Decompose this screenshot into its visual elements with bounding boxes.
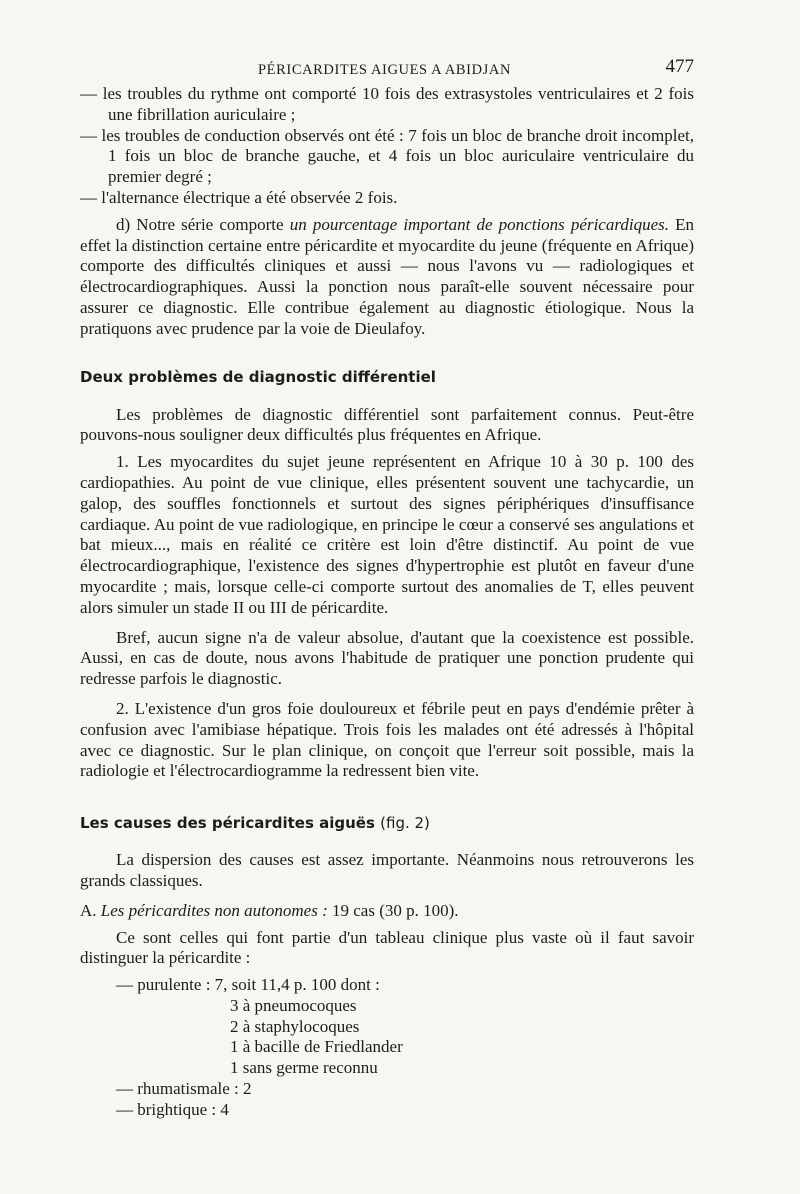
paragraph-myocardites: 1. Les myocardites du sujet jeune représentent en Afrique 10 à 30 p. 100 des cardiopathies. Au point de vue clinique, elles présentent souvent une tachycardie, un galop, des souffles fonctionnels et surtout des signes périphériques d'insuffisance cardiaque. Au point de vue radiologique, en principe le cœur a conservé ses angulations et bat mieux..., mais en réalité ce critère est loin d'être distinctif. Au point de vue électrocardiographique, l'existence des signes d'hypertrophie est plutôt en faveur d'une myocardite ; mais, lorsque celle-ci comporte surtout des anomalies de T, elles peuvent alors simuler un stade II ou III de péricardite. — [80, 452, 694, 617]
subheading-non-autonomes — [80, 901, 694, 922]
running-title: PÉRICARDITES AIGUES A ABIDJAN — [258, 62, 512, 78]
sub-item-staphylocoques: 2 à staphylocoques — [230, 1016, 360, 1036]
list-item-purulente: — purulente : 7, soit 11,4 p. 100 dont : — [116, 975, 380, 995]
paragraph-tableau: Ce sont celles qui font partie d'un tableau clinique plus vaste où il faut savoir distinguer la péricardite : — [80, 927, 694, 968]
section-heading-causes — [80, 813, 694, 833]
point-d-emphasis: un pourcentage important de ponctions péricardiques. — [289, 214, 669, 234]
purulente-sub-list — [80, 996, 694, 1079]
paragraph-point-d — [80, 215, 694, 340]
causes-heading-text: Les causes des péricardites aiguës — [80, 814, 375, 833]
subheading-letter: A. — [80, 900, 101, 920]
page-header — [80, 56, 694, 84]
subheading-italic: Les péricardites non autonomes : — [100, 900, 328, 920]
figure-reference: (fig. 2) — [380, 814, 430, 833]
subheading-count: 19 cas (30 p. 100). — [327, 900, 459, 920]
section-heading-diagnostic: Deux problèmes de diagnostic différentiel — [80, 367, 436, 386]
list-item-rhumatismale: — rhumatismale : 2 — [116, 1079, 252, 1099]
sub-item-sans-germe: 1 sans germe reconnu — [230, 1058, 378, 1078]
point-d-lead: d) Notre série comporte — [116, 214, 290, 234]
page-number: 477 — [665, 56, 694, 77]
page — [80, 56, 694, 1121]
list-item-brightique: — brightique : 4 — [116, 1099, 229, 1119]
list-item-rythme: — les troubles du rythme ont comporté 10 fois des extrasystoles ventriculaires et 2 fois une fibrillation auriculaire ; — [80, 84, 694, 124]
paragraph-diag-intro: Les problèmes de diagnostic différentiel sont parfaitement connus. Peut-être pouvons-nous souligner deux difficultés plus fréquentes en Afrique. — [80, 404, 694, 445]
paragraph-dispersion: La dispersion des causes est assez importante. Néanmoins nous retrouverons les grands classiques. — [80, 850, 694, 890]
causes-list-continued — [80, 1079, 694, 1121]
sub-item-pneumocoques: 3 à pneumocoques — [230, 995, 357, 1015]
list-item-alternance: — l'alternance électrique a été observée 2 fois. — [80, 187, 398, 207]
paragraph-foie: 2. L'existence d'un gros foie douloureux et fébrile peut en pays d'endémie prêter à confusion avec l'amibiase hépatique. Trois fois les malades ont été adressés à l'hôpital avec ce diagnostic. Sur le plan clinique, on conçoit que l'erreur soit possible, mais la radiologie et l'électrocardiogramme la redressent bien vite. — [80, 698, 694, 781]
point-d-rest: En effet la distinction certaine entre péricardite et myocardite du jeune (fréquente en Afrique) comporte des difficultés cliniques et aussi — nous l'avons vu — radiologiques et électrocardiographiques. Aussi la ponction nous paraît-elle souvent nécessaire pour assurer ce diagnostic. Elle contribue également au diagnostic étiologique. Nous la pratiquons avec prudence par la voie de Dieulafoy. — [80, 214, 695, 338]
sub-item-friedlander: 1 à bacille de Friedlander — [230, 1037, 403, 1057]
paragraph-bref: Bref, aucun signe n'a de valeur absolue, d'autant que la coexistence est possible. Aussi, en cas de doute, nous avons l'habitude de pratiquer une ponction prudente qui redresse parfois le diagnostic. — [80, 627, 694, 689]
causes-list — [80, 975, 694, 996]
list-item-conduction: — les troubles de conduction observés ont été : 7 fois un bloc de branche droit incomplet, 1 fois un bloc de branche gauche, et 4 fois un bloc auriculaire ventriculaire du premier degré ; — [80, 125, 694, 187]
